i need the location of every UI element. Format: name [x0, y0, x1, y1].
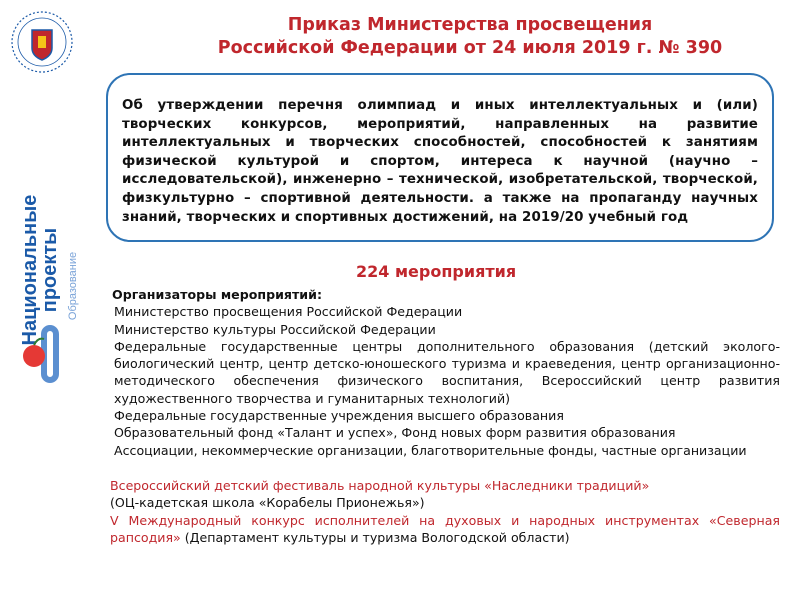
decree-description: Об утверждении перечня олимпиад и иных интеллектуальных и (или) творческих конкурсов, мероприятий, направленных на развитие интеллектуальных и творческих способностей, способностей к занятиям физической культурой и спортом, интереса к научной (научно – исследовательской), инженерно – технической, изобретательской, творческой, физкультурно – спортивной деятельности. а также на пропаганду научных знаний, творческих и спортивных достижений, на 2019/20 учебный год	[122, 98, 758, 225]
list-item	[100, 424, 780, 441]
education-label: Образование	[67, 251, 79, 321]
content-block	[100, 286, 780, 546]
organizer-text: Федеральные государственные центры дополнительного образования (детский эколого-биологический центр, центр детско-юношеского туризма и краеведения, центр организационно-методического обеспечения физического воспитания, Всероссийский центр развития художественного творчества и гуманитарных технологий)	[114, 338, 780, 406]
decree-box	[106, 73, 774, 242]
events-count: 224 мероприятия	[356, 262, 517, 281]
title-line-2: Российской Федерации от 24 июля 2019 г. № 390	[217, 38, 723, 58]
organizers-list	[100, 303, 780, 459]
contest-name: V Международный конкурс исполнителей на духовых и народных инструментах «Северная рапсодия»	[110, 512, 780, 545]
sidebar	[0, 0, 88, 600]
organizer-text: Образовательный фонд «Талант и успех», Фонд новых форм развития образования	[114, 425, 676, 441]
organizers-heading: Организаторы мероприятий:	[112, 287, 322, 302]
festival-name: Всероссийский детский фестиваль народной культуры «Наследники традиций»	[110, 477, 650, 493]
page-title	[150, 14, 790, 60]
title-line-1: Приказ Министерства просвещения	[287, 15, 653, 35]
list-item	[100, 338, 780, 407]
organizer-text: Министерство культуры Российской Федерации	[114, 321, 436, 337]
contest-organizer: (Департамент культуры и туризма Вологодской области)	[180, 529, 570, 545]
organizer-text: Ассоциации, некоммерческие организации, благотворительные фонды, частные организации	[114, 442, 747, 458]
list-item	[100, 321, 780, 338]
emblem-icon	[8, 8, 76, 76]
list-item	[100, 442, 780, 459]
list-item	[100, 407, 780, 424]
organizer-text: Федеральные государственные учреждения высшего образования	[114, 408, 564, 424]
national-projects-logo-icon	[14, 322, 68, 402]
events-block	[100, 477, 780, 546]
list-item	[100, 303, 780, 320]
organizer-text: Министерство просвещения Российской Федерации	[114, 304, 463, 320]
festival-organizer: (ОЦ-кадетская школа «Корабелы Прионежья»)	[110, 495, 425, 511]
national-projects-label: Национальные проекты	[19, 194, 61, 346]
